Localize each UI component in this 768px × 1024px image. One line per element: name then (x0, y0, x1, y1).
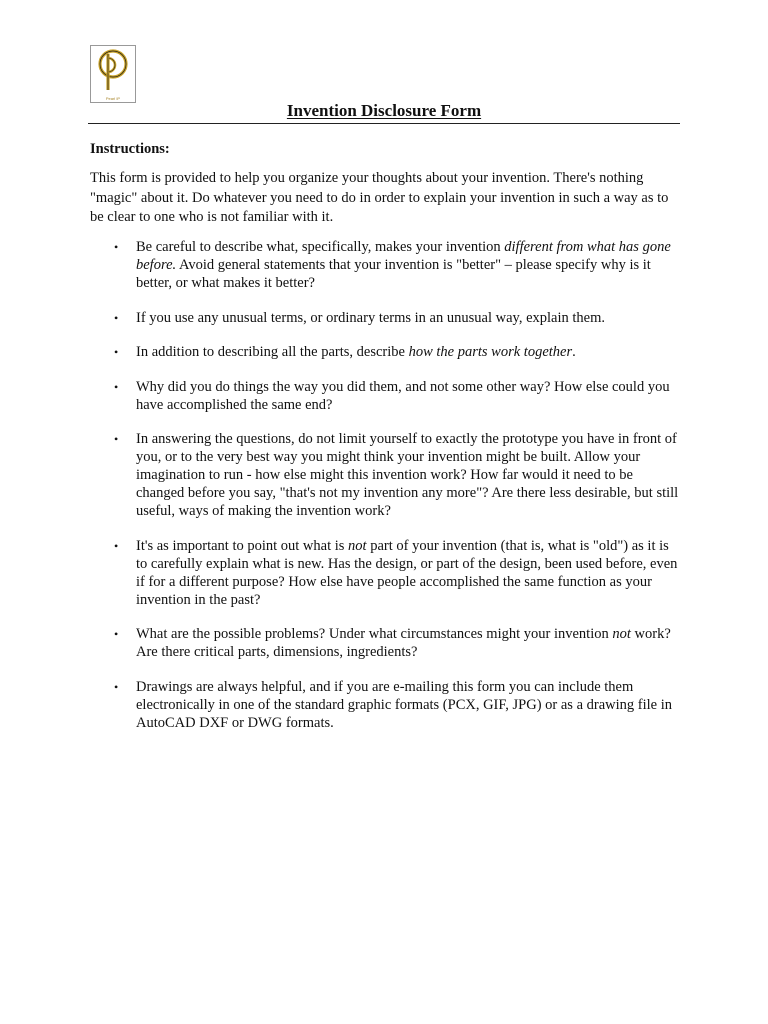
bullet-icon: • (114, 345, 119, 359)
list-item-text: What are the possible problems? Under what circumstances might your invention (136, 626, 613, 642)
list-item (90, 378, 682, 414)
bullet-icon: • (114, 379, 119, 394)
bullet-icon: • (114, 240, 119, 254)
list-item-text-rest: work? Are there critical parts, dimensions, ingredients? (136, 626, 671, 660)
list-item (90, 343, 682, 361)
list-item-text: In answering the questions, do not limit yourself to exactly the prototype you have in front of you, or to the very best way you might think your invention might be built. Allow your imagination to run - how else might this invention work? How far would it need to be changed before you say, "that's not my invention any more"? Are there less desirable, but still useful, ways of making the invention work? (136, 431, 679, 519)
list-item-text: Be careful to describe what, specifically, makes your invention (136, 239, 505, 255)
bullet-icon: • (114, 432, 119, 446)
list-item-text-rest: part of your invention (that is, what is "old") as it is to carefully explain what is new. Has the design, or part of the design, been used before, even if for a different purpose? How else have people accomplished the same function as your invention in the past? (136, 537, 678, 608)
list-item (90, 430, 682, 520)
list-item (90, 678, 682, 732)
bullet-icon: • (114, 679, 119, 694)
list-item-text: Drawings are always helpful, and if you are e-mailing this form you can include them electronically in one of the standard graphic formats (PCX, GIF, JPG) or as a drawing file in AutoCAD DXF or DWG formats. (136, 678, 673, 731)
list-item-emphasis: different from what has gone before. (136, 239, 671, 273)
list-item-emphasis: how the parts work together (408, 344, 573, 360)
company-logo (90, 45, 136, 103)
intro-paragraph: This form is provided to help you organize your thoughts about your invention. There's nothing "magic" about it. Do whatever you need to do in order to explain your invention in such a way as to be clear to one who is not familiar with it. (90, 170, 669, 225)
list-item-emphasis: not (348, 537, 367, 554)
title-divider (88, 123, 680, 124)
logo-caption: Pearl IP (105, 96, 121, 101)
list-item-text: Why did you do things the way you did them, and not some other way? How else could you have accomplished the same end? (136, 378, 670, 413)
list-item (90, 238, 682, 292)
instructions-list (90, 238, 682, 748)
pearl-ip-logo-mark (91, 46, 135, 96)
list-item-text-rest: . (572, 344, 576, 360)
list-item (90, 309, 682, 327)
bullet-icon: • (114, 310, 119, 325)
list-item-text: It's as important to point out what is (136, 537, 349, 554)
list-item (90, 537, 682, 609)
bullet-icon: • (114, 538, 119, 553)
list-item (90, 625, 682, 661)
instructions-heading: Instructions: (90, 141, 170, 157)
list-item-text: If you use any unusual terms, or ordinary terms in an unusual way, explain them. (136, 309, 605, 326)
list-item-text: In addition to describing all the parts, describe (136, 344, 409, 360)
list-item-emphasis: not (612, 626, 631, 642)
document-title: Invention Disclosure Form (286, 101, 482, 120)
bullet-icon: • (114, 627, 119, 641)
list-item-text-rest: Avoid general statements that your invention is "better" – please specify why is it better, or what makes it better? (136, 257, 651, 291)
